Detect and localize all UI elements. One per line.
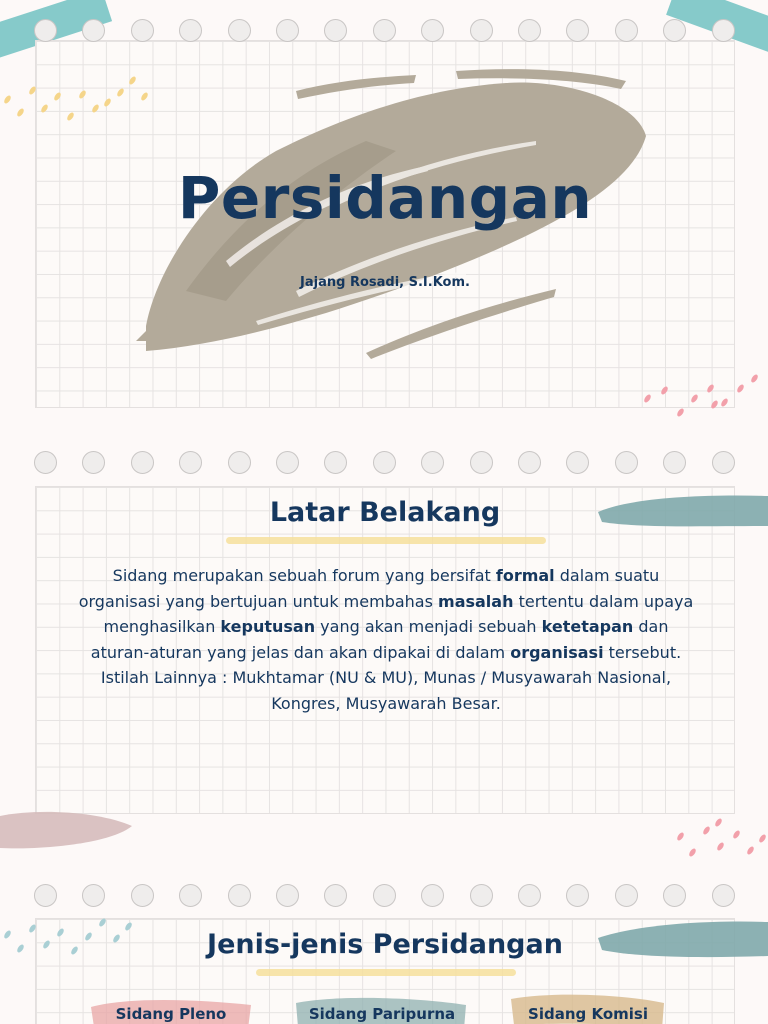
background-description: Sidang merupakan sebuah forum yang bersifat formal dalam suatu organisasi yang bertujuan untuk membahas masalah tertentu dalam upaya menghasilkan keputusan yang akan menjadi sebuah ketetapan dan aturan-aturan yang jelas dan akan dipakai di dalam organisasi tersebut. <box>78 566 694 662</box>
section-heading-types: Jenis-jenis Persidangan <box>207 929 563 960</box>
confetti-dot <box>746 845 755 855</box>
binder-hole <box>566 19 589 42</box>
confetti-dot <box>16 943 25 953</box>
confetti-dot <box>702 825 711 835</box>
confetti-dot <box>688 847 697 857</box>
binder-hole <box>663 451 686 474</box>
binder-hole <box>82 884 105 907</box>
binder-hole <box>712 884 735 907</box>
binder-hole <box>34 884 57 907</box>
confetti-dot <box>3 94 12 104</box>
binder-hole <box>34 451 57 474</box>
binder-hole <box>566 451 589 474</box>
binder-hole <box>615 451 638 474</box>
binder-hole <box>131 19 154 42</box>
confetti-dot <box>714 817 723 827</box>
binder-hole <box>470 884 493 907</box>
binder-holes-top <box>34 19 734 43</box>
heading-highlight <box>226 537 546 544</box>
confetti-dot <box>3 929 12 939</box>
binder-hole <box>82 19 105 42</box>
binder-hole <box>712 451 735 474</box>
binder-hole <box>276 19 299 42</box>
author-name: Jajang Rosadi, S.I.Kom. <box>300 275 470 290</box>
binder-holes-middle <box>34 451 734 475</box>
binder-holes-bottom <box>34 884 734 908</box>
binder-hole <box>34 19 57 42</box>
binder-hole <box>324 451 347 474</box>
binder-hole <box>615 884 638 907</box>
binder-hole <box>663 884 686 907</box>
binder-hole <box>518 451 541 474</box>
confetti-dot <box>750 373 759 383</box>
binder-hole <box>470 19 493 42</box>
binder-hole <box>276 884 299 907</box>
binder-hole <box>373 451 396 474</box>
binder-hole <box>421 19 444 42</box>
section-heading: Latar Belakang <box>269 497 501 528</box>
binder-hole <box>712 19 735 42</box>
binder-hole <box>276 451 299 474</box>
binder-hole <box>518 884 541 907</box>
confetti-dot <box>732 829 741 839</box>
binder-hole <box>179 884 202 907</box>
background-slide <box>35 486 735 814</box>
binder-hole <box>324 19 347 42</box>
confetti-dot <box>716 841 725 851</box>
binder-hole <box>228 884 251 907</box>
page-title: Persidangan <box>177 164 593 232</box>
binder-hole <box>615 19 638 42</box>
binder-hole <box>228 451 251 474</box>
binder-hole <box>131 451 154 474</box>
type-label-paripurna: Sidang Paripurna <box>308 1005 456 1023</box>
binder-hole <box>470 451 493 474</box>
binder-hole <box>228 19 251 42</box>
binder-hole <box>421 451 444 474</box>
binder-hole <box>82 451 105 474</box>
background-paragraph <box>76 563 696 716</box>
type-label-pleno: Sidang Pleno <box>115 1005 227 1023</box>
alternative-terms: Istilah Lainnya : Mukhtamar (NU & MU), Munas / Musyawarah Nasional, Kongres, Musyawarah Besar. <box>100 668 672 713</box>
type-label-komisi: Sidang Komisi <box>528 1005 648 1023</box>
title-slide <box>35 40 735 408</box>
binder-hole <box>179 19 202 42</box>
binder-hole <box>663 19 686 42</box>
confetti-dot <box>758 833 767 843</box>
confetti-dot <box>736 383 745 393</box>
confetti-dot <box>16 107 25 117</box>
binder-hole <box>518 19 541 42</box>
binder-hole <box>566 884 589 907</box>
confetti-dot <box>676 831 685 841</box>
binder-hole <box>373 884 396 907</box>
binder-hole <box>179 451 202 474</box>
binder-hole <box>421 884 444 907</box>
types-slide <box>35 918 735 1024</box>
confetti-dot <box>676 407 685 417</box>
binder-hole <box>324 884 347 907</box>
binder-hole <box>373 19 396 42</box>
binder-hole <box>131 884 154 907</box>
